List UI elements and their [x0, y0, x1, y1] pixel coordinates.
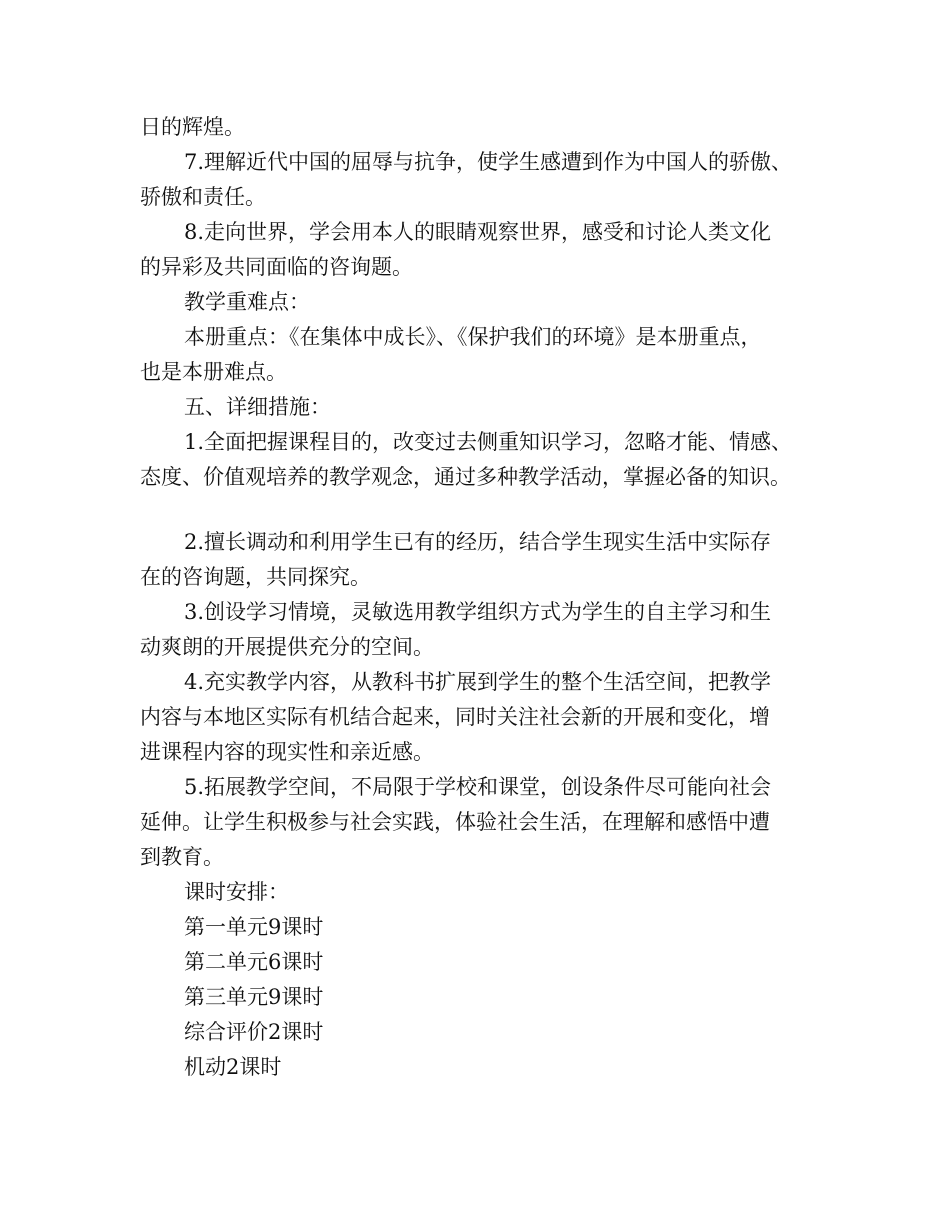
objective-7-line: 7.理解近代中国的屈辱与抗争，使学生感遭到作为中国人的骄傲、	[184, 150, 793, 174]
key-points-line: 本册重点：《在集体中成长》、《保护我们的环境》是本册重点，	[184, 325, 762, 349]
text-line: 骄傲和责任。	[140, 185, 266, 209]
text-line: 也是本册难点。	[140, 360, 287, 384]
measure-5-line: 5.拓展教学空间，不局限于学校和课堂，创设条件尽可能向社会	[184, 775, 772, 799]
schedule-item: 综合评价2课时	[184, 1020, 324, 1044]
section-heading-key-points: 教学重难点：	[184, 290, 310, 314]
paragraph-gap	[140, 495, 820, 525]
text-line: 到教育。	[140, 845, 224, 869]
text-line: 动爽朗的开展提供充分的空间。	[140, 635, 434, 659]
text-line: 延伸。让学生积极参与社会实践，体验社会生活，在理解和感悟中遭	[140, 810, 770, 834]
measure-4-line: 4.充实教学内容，从教科书扩展到学生的整个生活空间，把教学	[184, 670, 772, 694]
text-line: 日的辉煌。	[140, 115, 245, 139]
schedule-item: 第三单元9课时	[184, 985, 324, 1009]
document-body	[140, 110, 820, 1085]
text-line: 态度、价值观培养的教学观念，通过多种教学活动，掌握必备的知识。	[140, 465, 791, 489]
objective-8-line: 8.走向世界，学会用本人的眼睛观察世界，感受和讨论人类文化	[184, 220, 772, 244]
schedule-item: 第一单元9课时	[184, 915, 324, 939]
measure-1-line: 1.全面把握课程目的，改变过去侧重知识学习，忽略才能、情感、	[184, 430, 793, 454]
text-line: 内容与本地区实际有机结合起来，同时关注社会新的开展和变化，增	[140, 705, 770, 729]
section-heading-measures: 五、详细措施：	[184, 395, 331, 419]
text-line: 在的咨询题，共同探究。	[140, 565, 371, 589]
text-line: 的异彩及共同面临的咨询题。	[140, 255, 413, 279]
measure-2-line: 2.擅长调动和利用学生已有的经历，结合学生现实生活中实际存	[184, 530, 772, 554]
schedule-item: 机动2课时	[184, 1055, 282, 1079]
schedule-item: 第二单元6课时	[184, 950, 324, 974]
measure-3-line: 3.创设学习情境，灵敏选用教学组织方式为学生的自主学习和生	[184, 600, 772, 624]
text-line: 进课程内容的现实性和亲近感。	[140, 740, 434, 764]
section-heading-schedule: 课时安排：	[184, 880, 289, 904]
